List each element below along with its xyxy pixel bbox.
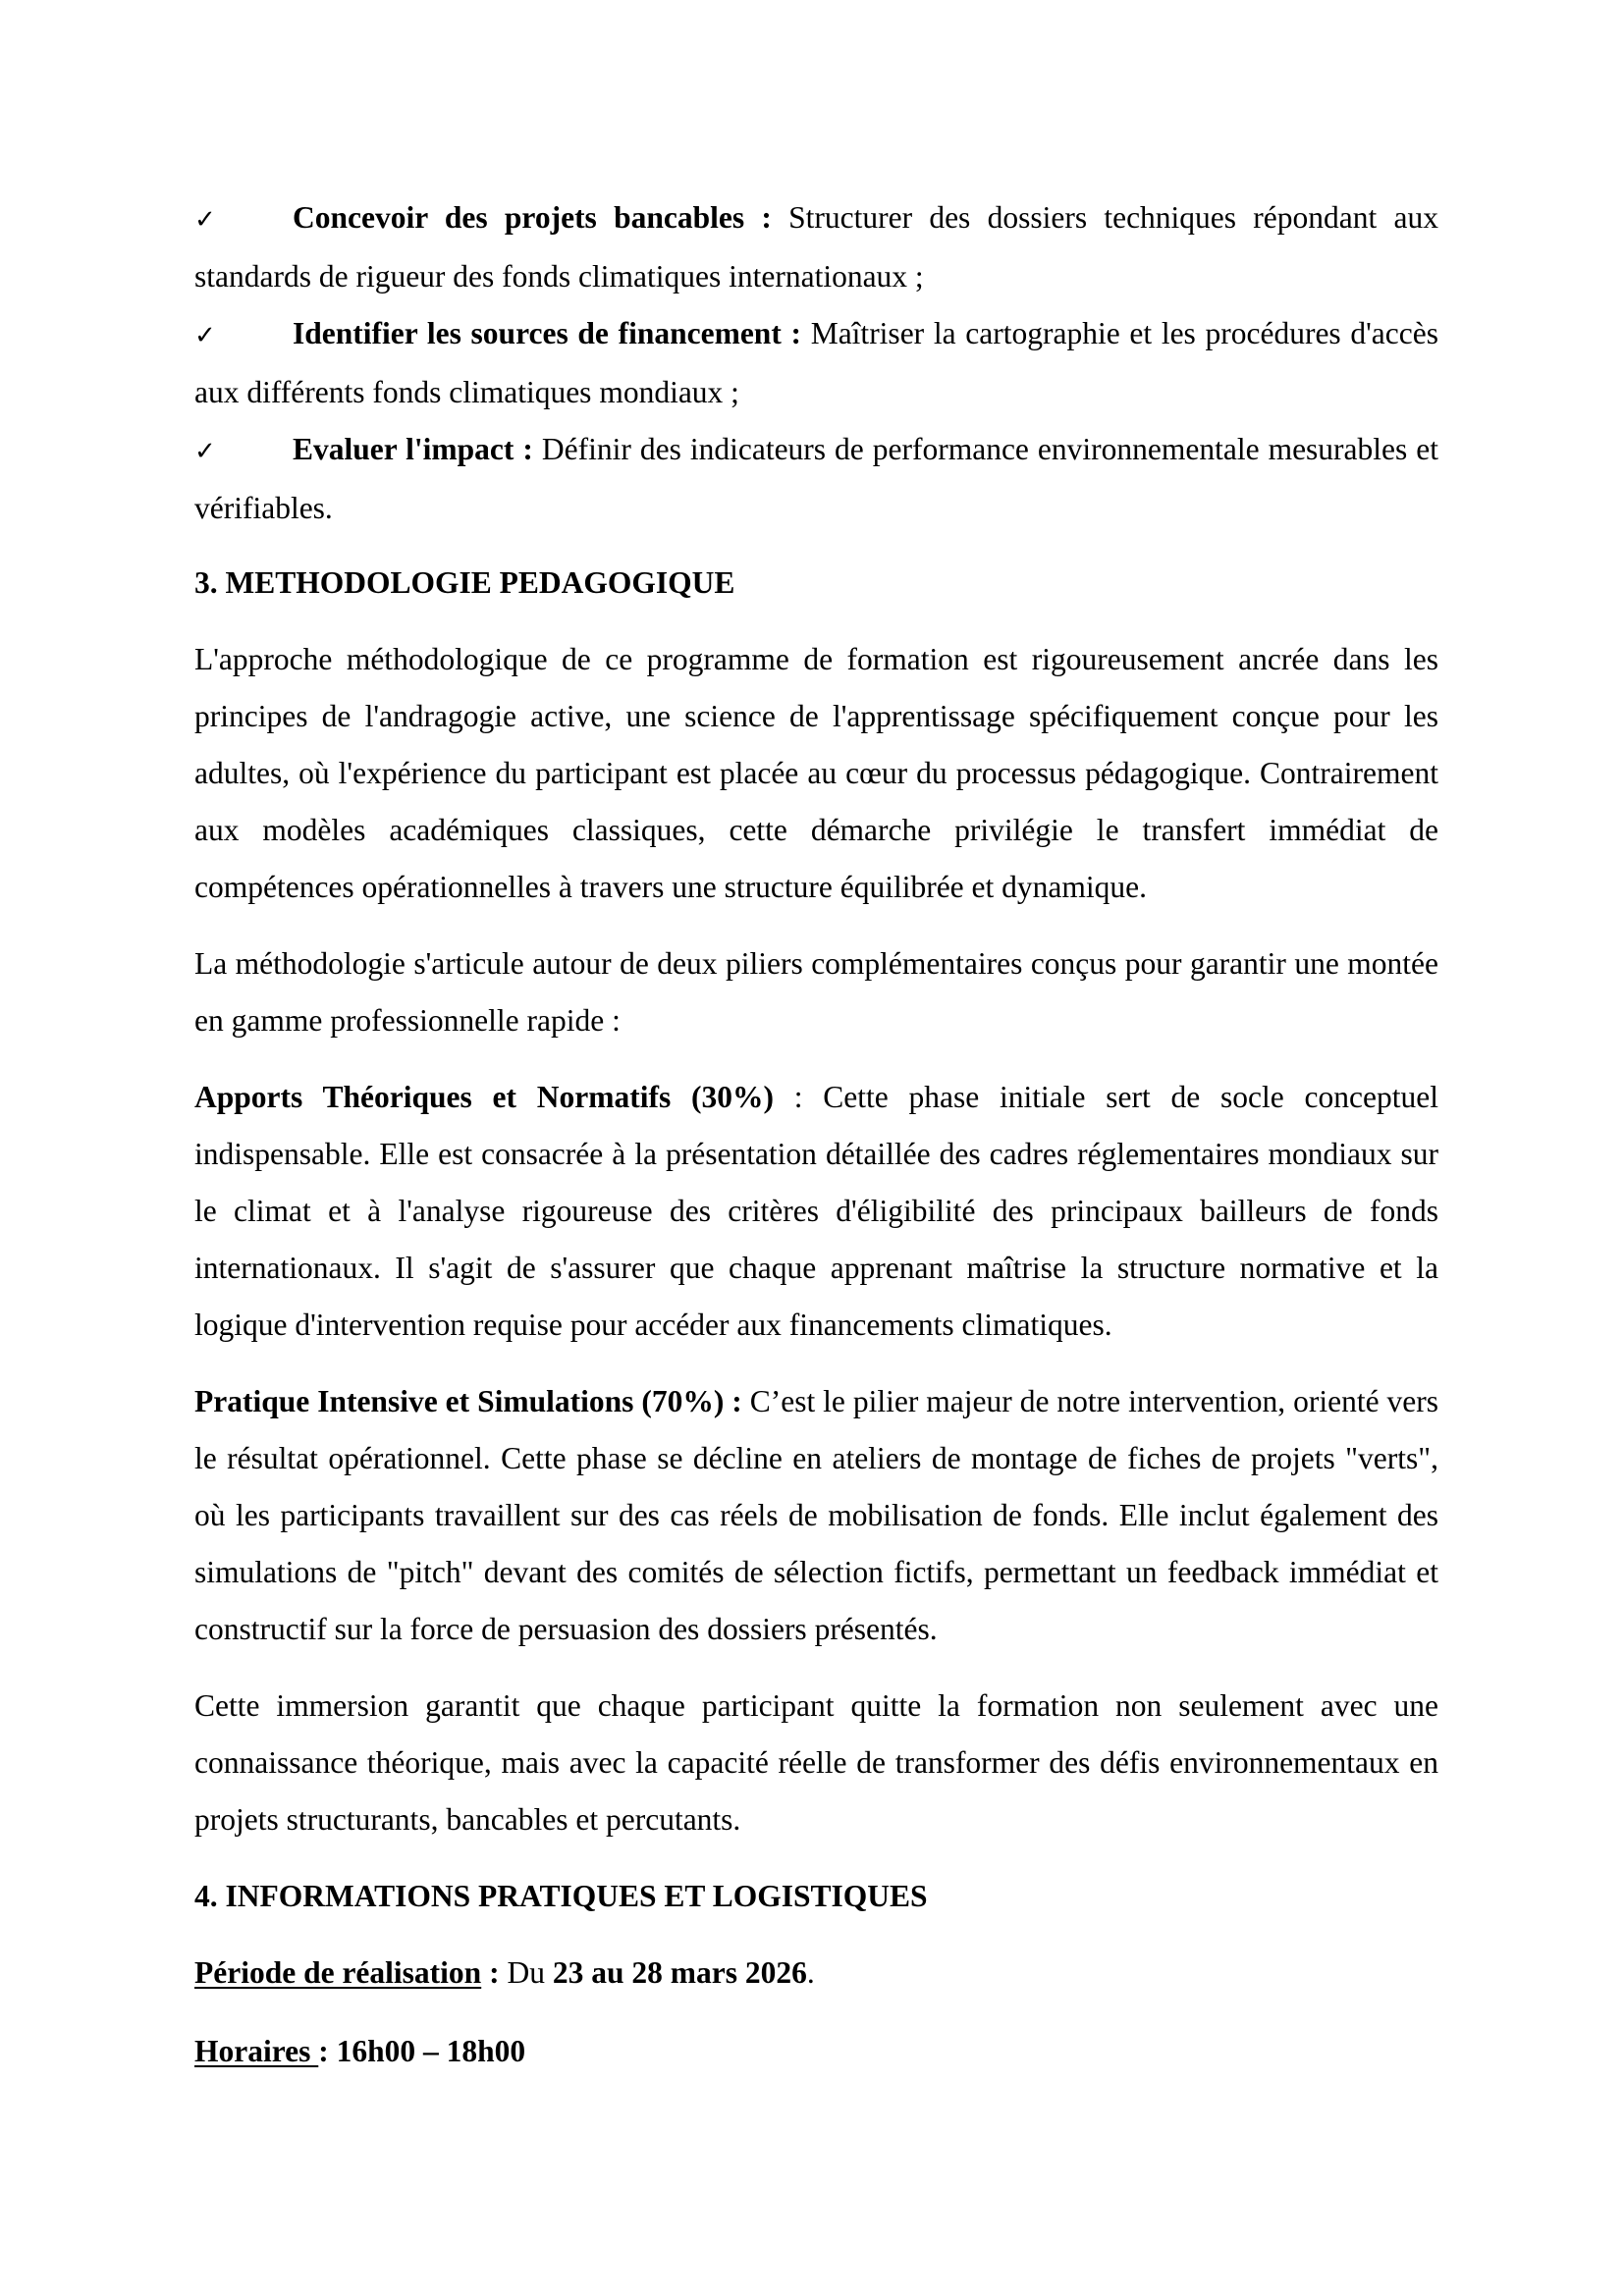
document-page bbox=[194, 189, 1438, 2102]
objective-item bbox=[194, 189, 1438, 305]
pillars-intro-paragraph: La méthodologie s'articule autour de deux piliers complémentaires conçus pour garantir une montée en gamme professionnelle rapide : bbox=[194, 946, 1438, 1038]
period-prefix: Du bbox=[507, 1955, 553, 1990]
section-heading-methodology: 3. METHODOLOGIE PEDAGOGIQUE bbox=[194, 565, 735, 600]
pillar-theory-title: Apports Théoriques et Normatifs (30%) bbox=[194, 1080, 774, 1114]
checkmark-icon: ✓ bbox=[194, 437, 216, 466]
hours-info bbox=[194, 2023, 1438, 2080]
objective-title: Concevoir des projets bancables : bbox=[293, 200, 772, 235]
period-label: Période de réalisation bbox=[194, 1955, 482, 1990]
methodology-intro-paragraph: L'approche méthodologique de ce programme de formation est rigoureusement ancrée dans les principes de l'andragogie active, une science de l'apprentissage spécifiquement conçue pour les adultes, où l'expérience du participant est placée au cœur du processus pédagogique. Contrairement aux modèles académiques classiques, cette démarche privilégie le transfert immédiat de compétences opérationnelles à travers une structure équilibrée et dynamique. bbox=[194, 642, 1438, 904]
pillar-practice-paragraph bbox=[194, 1373, 1438, 1658]
period-suffix: . bbox=[806, 1955, 815, 1990]
objective-text: Structurer des dossiers techniques répondant aux standards de rigueur des fonds climatiques internationaux ; bbox=[194, 200, 1438, 294]
objective-text: Maîtriser la cartographie et les procédures d'accès aux différents fonds climatiques mondiaux ; bbox=[194, 316, 1438, 409]
objective-item bbox=[194, 421, 1438, 537]
section-heading-logistics: 4. INFORMATIONS PRATIQUES ET LOGISTIQUES bbox=[194, 1879, 928, 1913]
period-separator: : bbox=[481, 1955, 508, 1990]
period-value: 23 au 28 mars 2026 bbox=[552, 1955, 807, 1990]
objective-title: Identifier les sources de financement : bbox=[293, 316, 801, 350]
hours-label: Horaires bbox=[194, 2034, 319, 2068]
objective-title: Evaluer l'impact : bbox=[293, 432, 533, 466]
pillar-theory-text: : Cette phase initiale sert de socle conceptuel indispensable. Elle est consacrée à la présentation détaillée des cadres réglementaires mondiaux sur le climat et à l'analyse rigoureuse des critères d'éligibilité des principaux bailleurs de fonds internationaux. Il s'agit de s'assurer que chaque apprenant maîtrise la structure normative et la logique d'intervention requise pour accéder aux financements climatiques. bbox=[194, 1080, 1438, 1342]
objective-text: Définir des indicateurs de performance environnementale mesurables et vérifiables. bbox=[194, 432, 1438, 525]
hours-separator: : bbox=[318, 2034, 337, 2068]
pillar-practice-text: C’est le pilier majeur de notre intervention, orienté vers le résultat opérationnel. Cette phase se décline en ateliers de montage de fiches de projets "verts", où les participants travaillent sur des cas réels de mobilisation de fonds. Elle inclut également des simulations de "pitch" devant des comités de sélection fictifs, permettant un feedback immédiat et constructif sur la force de persuasion des dossiers présentés. bbox=[194, 1384, 1438, 1646]
objective-item bbox=[194, 305, 1438, 421]
checkmark-icon: ✓ bbox=[194, 321, 216, 350]
checkmark-icon: ✓ bbox=[194, 205, 216, 235]
period-info bbox=[194, 1945, 1438, 2002]
pillar-practice-title: Pratique Intensive et Simulations (70%) : bbox=[194, 1384, 742, 1418]
hours-value: 16h00 – 18h00 bbox=[336, 2034, 526, 2068]
pillar-theory-paragraph bbox=[194, 1069, 1438, 1354]
conclusion-paragraph: Cette immersion garantit que chaque participant quitte la formation non seulement avec une connaissance théorique, mais avec la capacité réelle de transformer des défis environnementaux en projets structurants, bancables et percutants. bbox=[194, 1688, 1438, 1837]
